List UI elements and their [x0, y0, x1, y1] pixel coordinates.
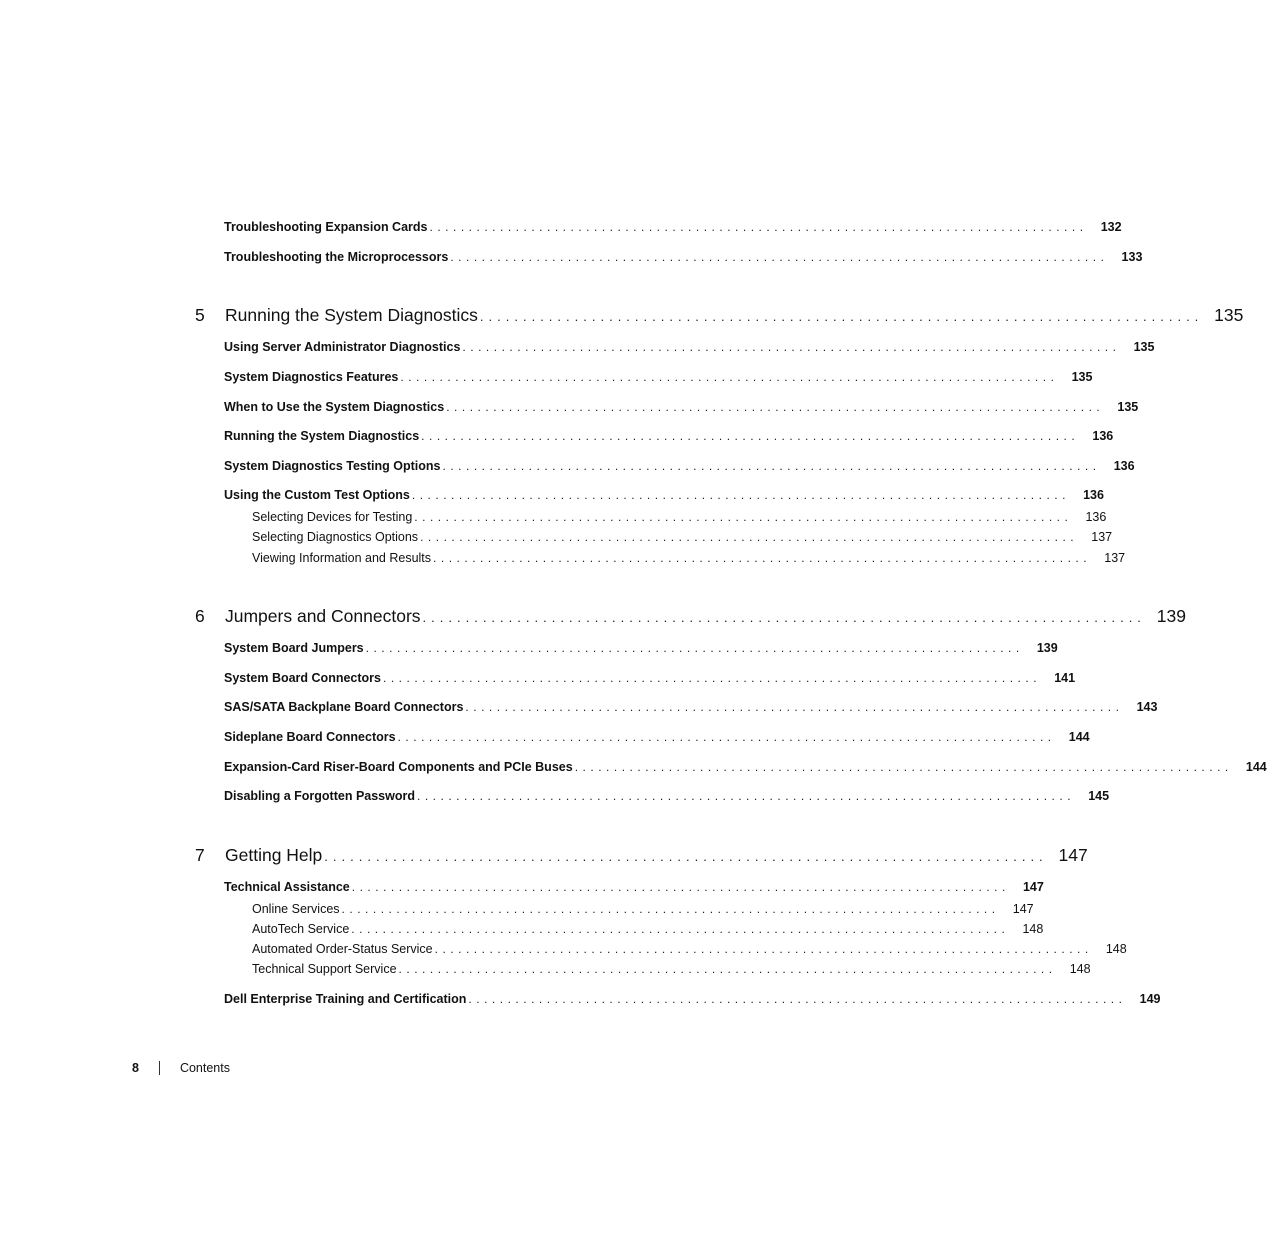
toc-subentry[interactable] — [252, 962, 1091, 976]
toc-entry-title: Expansion-Card Riser-Board Components and PCIe Buses — [224, 760, 573, 774]
toc-entry-page: 139 — [1036, 641, 1058, 655]
chapter-number: 5 — [195, 305, 205, 325]
page-number: 8 — [132, 1061, 139, 1075]
toc-subentry-page: 136 — [1085, 510, 1107, 524]
toc-subentry-title: Technical Support Service — [252, 962, 397, 976]
toc-entry[interactable] — [224, 760, 1267, 774]
toc-entry-title: Running the System Diagnostics — [224, 429, 420, 443]
chapter-number: 7 — [195, 845, 205, 865]
toc-subentry-title: Online Services — [252, 902, 340, 916]
dot-leader: .................................................................................... — [433, 551, 1092, 565]
toc-subentry-title: Viewing Information and Results — [252, 551, 432, 565]
toc-entry[interactable] — [224, 488, 1104, 502]
toc-entry[interactable] — [224, 671, 1076, 685]
toc-entry[interactable] — [224, 992, 1161, 1006]
toc-entry-title: Using Server Administrator Diagnostics — [224, 340, 461, 354]
chapter-page: 139 — [1156, 606, 1186, 626]
dot-leader: .................................................................................... — [442, 459, 1101, 473]
dot-leader: .................................................................................... — [574, 760, 1233, 774]
toc-subentry[interactable] — [252, 551, 1126, 565]
toc-subentry-title: Selecting Devices for Testing — [252, 510, 413, 524]
chapter-title: Running the System Diagnostics — [225, 305, 478, 325]
toc-entry-title: Dell Enterprise Training and Certification — [224, 992, 467, 1006]
dot-leader: .................................................................................... — [468, 992, 1127, 1006]
dot-leader: .................................................................................... — [414, 510, 1073, 524]
toc-entry-title: Troubleshooting Expansion Cards — [224, 220, 428, 234]
chapter-title: Jumpers and Connectors — [225, 606, 421, 626]
toc-entry-page: 136 — [1092, 429, 1114, 443]
toc-entry-page: 135 — [1133, 340, 1155, 354]
toc-entry-page: 144 — [1068, 730, 1090, 744]
dot-leader: .................................................................................... — [398, 962, 1057, 976]
toc-subentry-page: 147 — [1012, 902, 1034, 916]
dot-leader: .................................................................................... — [450, 250, 1109, 264]
toc-subentry-title: Selecting Diagnostics Options — [252, 530, 419, 544]
toc-entry-troubleshooting-microprocessors[interactable] — [224, 250, 1143, 264]
toc-chapter-5[interactable] — [195, 305, 1244, 326]
toc-chapter-6[interactable] — [195, 606, 1186, 627]
dot-leader: .................................................................................... — [446, 400, 1105, 414]
toc-chapter-7[interactable] — [195, 845, 1088, 866]
toc-entry-title: Troubleshooting the Microprocessors — [224, 250, 449, 264]
dot-leader: .................................................................................... — [465, 700, 1124, 714]
toc-entry-page: 145 — [1088, 789, 1110, 803]
toc-subentry-page: 137 — [1104, 551, 1126, 565]
toc-entry-title: System Board Jumpers — [224, 641, 364, 655]
toc-entry-title: System Board Connectors — [224, 671, 381, 685]
chapter-page: 135 — [1214, 305, 1244, 325]
dot-leader: .................................................................................... — [324, 849, 1048, 864]
dot-leader: .................................................................................... — [400, 370, 1059, 384]
toc-entry[interactable] — [224, 429, 1114, 443]
toc-entry-page: 136 — [1113, 459, 1135, 473]
dot-leader: .................................................................................... — [429, 220, 1088, 234]
toc-entry[interactable] — [224, 400, 1139, 414]
toc-entry-title: System Diagnostics Testing Options — [224, 459, 441, 473]
dot-leader: .................................................................................... — [351, 922, 1010, 936]
toc-subentry-page: 137 — [1091, 530, 1113, 544]
dot-leader: .................................................................................... — [462, 340, 1121, 354]
toc-subentry-page: 148 — [1069, 962, 1091, 976]
toc-entry-page: 136 — [1083, 488, 1104, 502]
toc-entry-title: SAS/SATA Backplane Board Connectors — [224, 700, 464, 714]
dot-leader: .................................................................................... — [420, 530, 1079, 544]
toc-subentry-page: 148 — [1022, 922, 1044, 936]
toc-entry-title: Disabling a Forgotten Password — [224, 789, 415, 803]
toc-entry[interactable] — [224, 700, 1158, 714]
chapter-page: 147 — [1058, 845, 1088, 865]
dot-leader: .................................................................................... — [365, 641, 1024, 655]
dot-leader: .................................................................................... — [411, 488, 1070, 502]
toc-entry-page: 147 — [1022, 880, 1044, 894]
toc-entry-page: 143 — [1136, 700, 1158, 714]
toc-entry-page: 135 — [1071, 370, 1093, 384]
toc-entry-troubleshooting-expansion-cards[interactable] — [224, 220, 1122, 234]
toc-entry[interactable] — [224, 340, 1155, 354]
toc-entry-page: 141 — [1054, 671, 1076, 685]
toc-entry-title: System Diagnostics Features — [224, 370, 399, 384]
toc-subentry[interactable] — [252, 942, 1127, 956]
toc-entry-page: 144 — [1245, 760, 1267, 774]
toc-entry-title: Technical Assistance — [224, 880, 350, 894]
toc-entry-page: 149 — [1139, 992, 1161, 1006]
chapter-number: 6 — [195, 606, 205, 626]
toc-subentry[interactable] — [252, 922, 1044, 936]
toc-entry-page: 132 — [1100, 220, 1122, 234]
toc-entry[interactable] — [224, 789, 1110, 803]
dot-leader: .................................................................................... — [351, 880, 1010, 894]
toc-entry-title: Sideplane Board Connectors — [224, 730, 396, 744]
toc-entry-page: 133 — [1121, 250, 1143, 264]
toc-entry[interactable] — [224, 880, 1044, 894]
toc-subentry-page: 148 — [1105, 942, 1127, 956]
toc-entry[interactable] — [224, 730, 1090, 744]
dot-leader: .................................................................................... — [417, 789, 1076, 803]
dot-leader: .................................................................................... — [397, 730, 1056, 744]
toc-subentry[interactable] — [252, 510, 1107, 524]
footer-section-name: Contents — [179, 1061, 230, 1075]
page-footer — [132, 1061, 230, 1075]
dot-leader: .................................................................................... — [434, 942, 1093, 956]
toc-subentry[interactable] — [252, 902, 1034, 916]
toc-entry[interactable] — [224, 370, 1093, 384]
dot-leader: .................................................................................... — [382, 671, 1042, 685]
chapter-title: Getting Help — [225, 845, 323, 865]
toc-entry[interactable] — [224, 459, 1135, 473]
toc-subentry[interactable] — [252, 530, 1113, 544]
dot-leader: .................................................................................... — [421, 429, 1080, 443]
toc-entry-title: Using the Custom Test Options — [224, 488, 410, 502]
toc-subentry-title: AutoTech Service — [252, 922, 350, 936]
toc-entry[interactable] — [224, 641, 1058, 655]
footer-divider — [159, 1061, 160, 1075]
dot-leader: .................................................................................... — [341, 902, 1000, 916]
toc-entry-title: When to Use the System Diagnostics — [224, 400, 445, 414]
toc-subentry-title: Automated Order-Status Service — [252, 942, 433, 956]
dot-leader: .................................................................................... — [479, 309, 1204, 324]
dot-leader: .................................................................................... — [422, 610, 1146, 625]
toc-entry-page: 135 — [1117, 400, 1139, 414]
